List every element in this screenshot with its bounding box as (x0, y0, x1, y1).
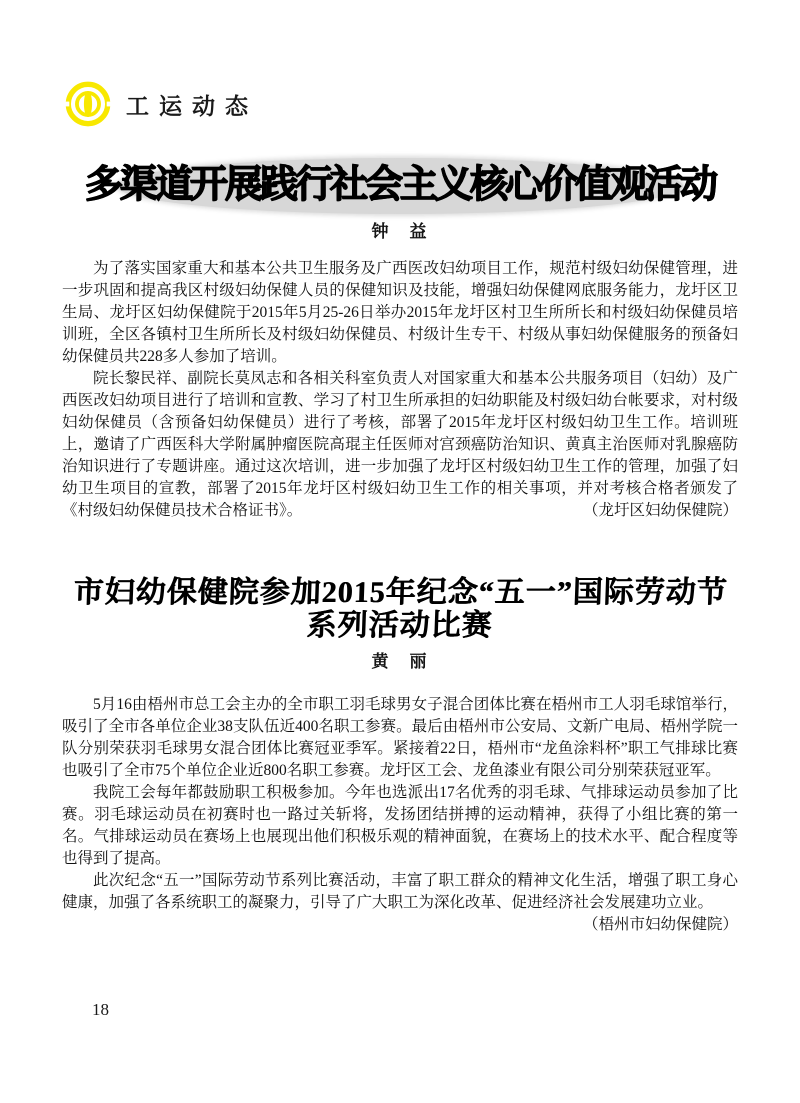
article-2-body (62, 694, 738, 936)
article-2-paragraph: 我院工会每年都鼓励职工积极参加。今年也选派出17名优秀的羽毛球、气排球运动员参加了比赛。羽毛球运动员在初赛时也一路过关斩将，发扬团结拼搏的运动精神，获得了小组比赛的第一名。气排球运动员在赛场上也展现出他们积极乐观的精神面貌，在赛场上的技术水平、配合程度等也得到了提高。 (62, 784, 738, 867)
masthead (64, 80, 258, 128)
article-1-title: 多渠道开展践行社会主义核心价值观活动 (84, 164, 715, 206)
article-2-title-line-1: 市妇幼保健院参加2015年纪念“五一”国际劳动节 (73, 576, 729, 609)
article-2-attribution: （梧州市妇幼保健院） (582, 916, 738, 933)
article-1-body (62, 258, 738, 522)
masthead-title: 工运动态 (126, 93, 258, 119)
article-1-paragraph: 为了落实国家重大和基本公共卫生服务及广西医改妇幼项目工作，规范村级妇幼保健管理，进一步巩固和提高我区村级妇幼保健人员的保健知识及技能，增强妇幼保健网底服务能力，龙圩区卫生局、龙圩区妇幼保健院于2015年5月25-26日举办2015年龙圩区村卫生所所长和村级妇幼保健员培训班，全区各镇村卫生所所长及村级妇幼保健员、村级计生专干、村级从事妇幼保健服务的预备妇幼保健员共228多人参加了培训。 (62, 260, 738, 365)
article-2-paragraph: 5月16由梧州市总工会主办的全市职工羽毛球男女子混合团体比赛在梧州市工人羽毛球馆举行，吸引了全市各单位企业38支队伍近400名职工参赛。最后由梧州市公安局、文新广电局、梧州学院一队分别荣获羽毛球男女混合团体比赛冠亚季军。紧接着22日，梧州市“龙鱼涂料杯”职工气排球比赛也吸引了全市75个单位企业近800名职工参赛。龙圩区工会、龙鱼漆业有限公司分别荣获冠亚军。 (62, 696, 738, 779)
article-1-title-block (62, 156, 738, 216)
page-number: 18 (92, 1000, 109, 1019)
article-1 (62, 156, 738, 522)
article-2-title-line-2: 系列活动比赛 (305, 609, 493, 642)
article-1-attribution: （龙圩区妇幼保健院） (582, 502, 738, 519)
article-2-author: 黄 丽 (371, 652, 429, 671)
article-2 (62, 576, 738, 936)
page-content (62, 156, 738, 936)
article-1-author: 钟 益 (371, 222, 429, 241)
trade-union-emblem-icon (64, 80, 112, 128)
article-2-paragraph: 此次纪念“五一”国际劳动节系列比赛活动，丰富了职工群众的精神文化生活，增强了职工身心健康，加强了各系统职工的凝聚力，引导了广大职工为深化改革、促进经济社会发展建功立业。 (62, 872, 738, 911)
article-2-title (61, 576, 739, 642)
article-1-paragraph: 院长黎民祥、副院长莫凤志和各相关科室负责人对国家重大和基本公共服务项目（妇幼）及广西医改妇幼项目进行了培训和宣教、学习了村卫生所承担的妇幼职能及村级妇幼台帐要求，对村级妇幼保健员（含预备妇幼保健员）进行了考核，部署了2015年龙圩区村级妇幼卫生工作。培训班上，邀请了广西医科大学附属肿瘤医院高琨主任医师对宫颈癌防治知识、黄真主治医师对乳腺癌防治知识进行了专题讲座。通过这次培训，进一步加强了龙圩区村级妇幼卫生工作的管理，加强了妇幼卫生项目的宣教，部署了2015年龙圩区村级妇幼卫生工作的相关事项，并对考核合格者颁发了《村级妇幼保健员技术合格证书》。 (62, 370, 738, 519)
